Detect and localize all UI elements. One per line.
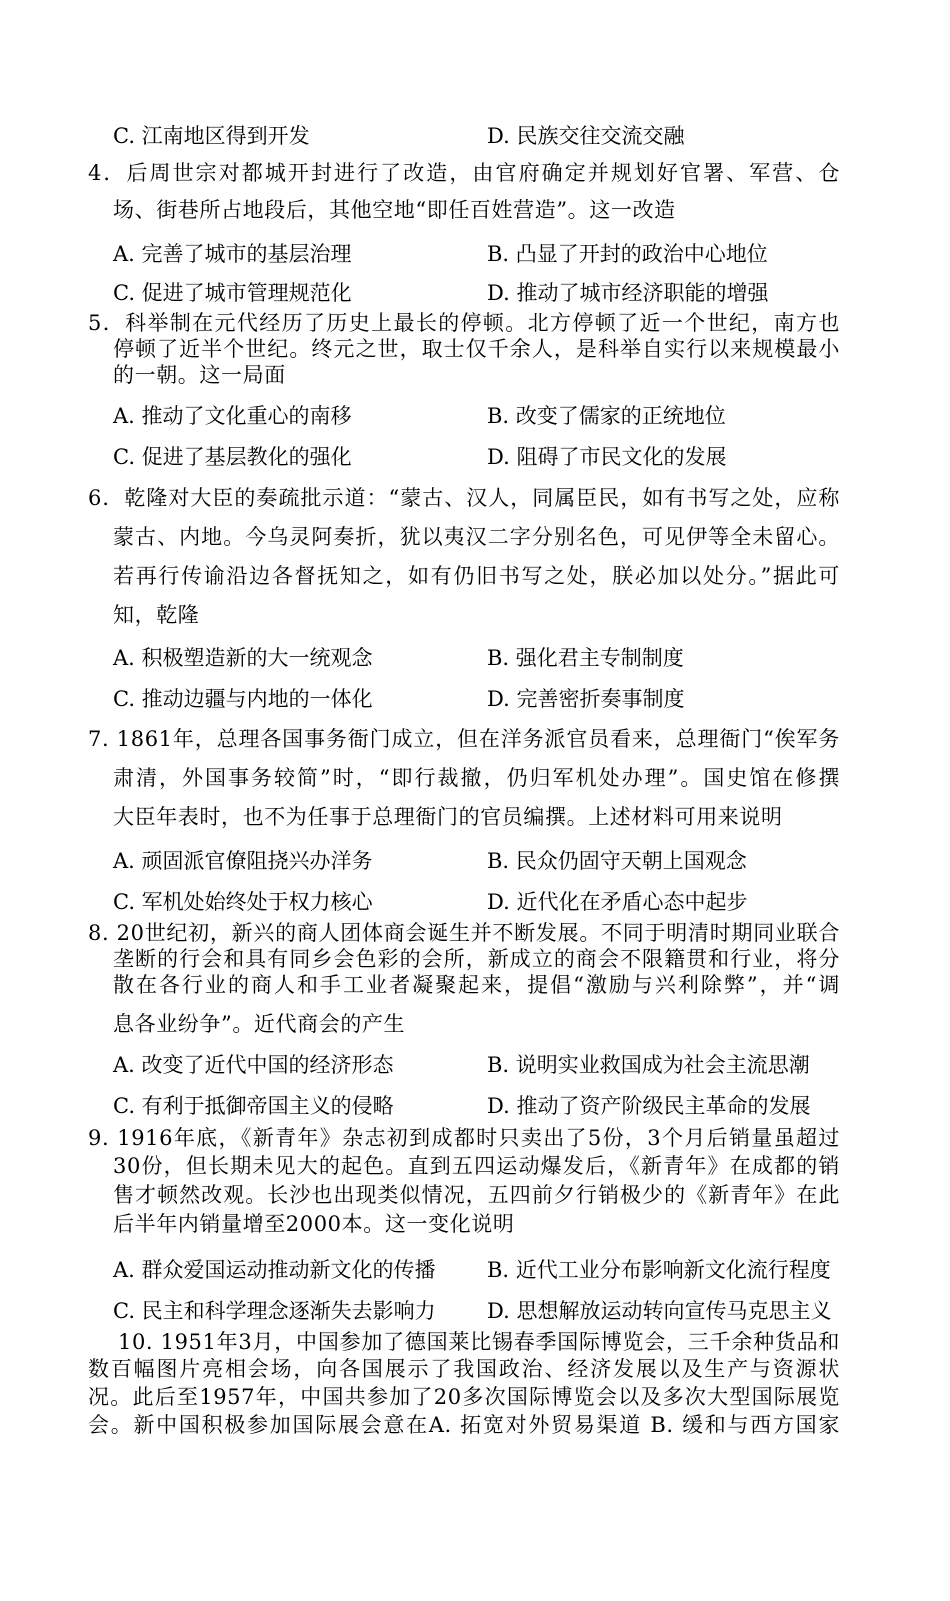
q9-stem-line-4: 后半年内销量增至2000本。这一变化说明 (113, 1212, 515, 1236)
q5-option-c: C. 促进了基层教化的强化 (113, 445, 352, 469)
q6-option-c: C. 推动边疆与内地的一体化 (113, 687, 373, 711)
q6-stem-line-1: 6．乾隆对大臣的奏疏批示道：“蒙古、汉人，同属臣民，如有书写之处，应称 (88, 486, 840, 510)
q6-option-b: B. 强化君主专制制度 (487, 646, 684, 670)
q9-stem-line-2: 30份，但长期未见大的起色。直到五四运动爆发后，《新青年》在成都的销 (113, 1154, 840, 1178)
q8-option-b: B. 说明实业救国成为社会主流思潮 (487, 1053, 810, 1077)
q7-option-b: B. 民众仍固守天朝上国观念 (487, 849, 747, 873)
q9-option-b: B. 近代工业分布影响新文化流行程度 (487, 1258, 831, 1282)
q9-stem-line-1: 9. 1916年底，《新青年》杂志初到成都时只卖出了5份，3个月后销量虽超过 (88, 1126, 840, 1150)
q7-option-a: A. 顽固派官僚阻挠兴办洋务 (113, 849, 373, 873)
q3-option-c: C. 江南地区得到开发 (113, 124, 310, 148)
q4-stem-line-1: 4．后周世宗对都城开封进行了改造，由官府确定并规划好官署、军营、仓 (88, 161, 840, 185)
q7-stem-line-3: 大臣年表时，也不为任事于总理衙门的官员编撰。上述材料可用来说明 (113, 805, 783, 829)
q6-stem-line-4: 知，乾隆 (113, 603, 200, 627)
q9-option-c: C. 民主和科学理念逐渐失去影响力 (113, 1299, 436, 1323)
q8-option-d: D. 推动了资产阶级民主革命的发展 (487, 1094, 811, 1118)
q8-option-a: A. 改变了近代中国的经济形态 (113, 1053, 394, 1077)
q5-option-b: B. 改变了儒家的正统地位 (487, 404, 726, 428)
q5-stem-line-2: 停顿了近半个世纪。终元之世，取士仅千余人，是科举自实行以来规模最小 (113, 337, 840, 361)
q7-stem-line-1: 7. 1861年，总理各国事务衙门成立，但在洋务派官员看来，总理衙门“俟军务 (88, 727, 840, 751)
q9-option-a: A. 群众爱国运动推动新文化的传播 (113, 1258, 436, 1282)
q4-stem-line-2: 场、街巷所占地段后，其他空地“即任百姓营造”。这一改造 (113, 198, 676, 222)
q6-stem-line-2: 蒙古、内地。今乌灵阿奏折，犹以夷汉二字分别名色，可见伊等全未留心。 (113, 525, 840, 549)
q6-stem-line-3: 若再行传谕沿边各督抚知之，如有仍旧书写之处，朕必加以处分。”据此可 (113, 564, 840, 588)
q5-stem-line-1: 5．科举制在元代经历了历史上最长的停顿。北方停顿了近一个世纪，南方也 (88, 311, 840, 335)
q10-stem-line-3: 况。此后至1957年，中国共参加了20多次国际博览会以及多次大型国际展览 (88, 1385, 840, 1409)
q5-option-a: A. 推动了文化重心的南移 (113, 404, 352, 428)
q6-option-d: D. 完善密折奏事制度 (487, 687, 685, 711)
q3-option-d: D. 民族交往交流交融 (487, 124, 685, 148)
q10-stem-line-4: 会。新中国积极参加国际展会意在A. 拓宽对外贸易渠道 B. 缓和与西方国家 (88, 1413, 840, 1437)
q8-stem-line-3: 散在各行业的商人和手工业者凝聚起来，提倡“激励与兴利除弊”，并“调 (113, 973, 840, 997)
q6-option-a: A. 积极塑造新的大一统观念 (113, 646, 373, 670)
q8-stem-line-4: 息各业纷争”。近代商会的产生 (113, 1012, 406, 1036)
q7-option-c: C. 军机处始终处于权力核心 (113, 890, 373, 914)
q5-option-d: D. 阻碍了市民文化的发展 (487, 445, 727, 469)
q7-stem-line-2: 肃清，外国事务较简”时，“即行裁撤，仍归军机处办理”。国史馆在修撰 (113, 766, 840, 790)
q9-stem-line-3: 售才顿然改观。长沙也出现类似情况，五四前夕行销极少的《新青年》在此 (113, 1183, 840, 1207)
q7-option-d: D. 近代化在矛盾心态中起步 (487, 890, 748, 914)
q4-option-d: D. 推动了城市经济职能的增强 (487, 281, 769, 305)
q4-option-c: C. 促进了城市管理规范化 (113, 281, 352, 305)
q8-stem-line-2: 垄断的行会和具有同乡会色彩的会所，新成立的商会不限籍贯和行业，将分 (113, 947, 840, 971)
q4-option-a: A. 完善了城市的基层治理 (113, 242, 352, 266)
q5-stem-line-3: 的一朝。这一局面 (113, 363, 286, 387)
q4-option-b: B. 凸显了开封的政治中心地位 (487, 242, 768, 266)
q9-option-d: D. 思想解放运动转向宣传马克思主义 (487, 1299, 832, 1323)
q10-stem-line-1: 10. 1951年3月，中国参加了德国莱比锡春季国际博览会，三千余种货品和 (118, 1330, 840, 1354)
q8-stem-line-1: 8. 20世纪初，新兴的商人团体商会诞生并不断发展。不同于明清时期同业联合 (88, 921, 840, 945)
q10-stem-line-2: 数百幅图片亮相会场，向各国展示了我国政治、经济发展以及生产与资源状 (88, 1357, 840, 1381)
q8-option-c: C. 有利于抵御帝国主义的侵略 (113, 1094, 394, 1118)
